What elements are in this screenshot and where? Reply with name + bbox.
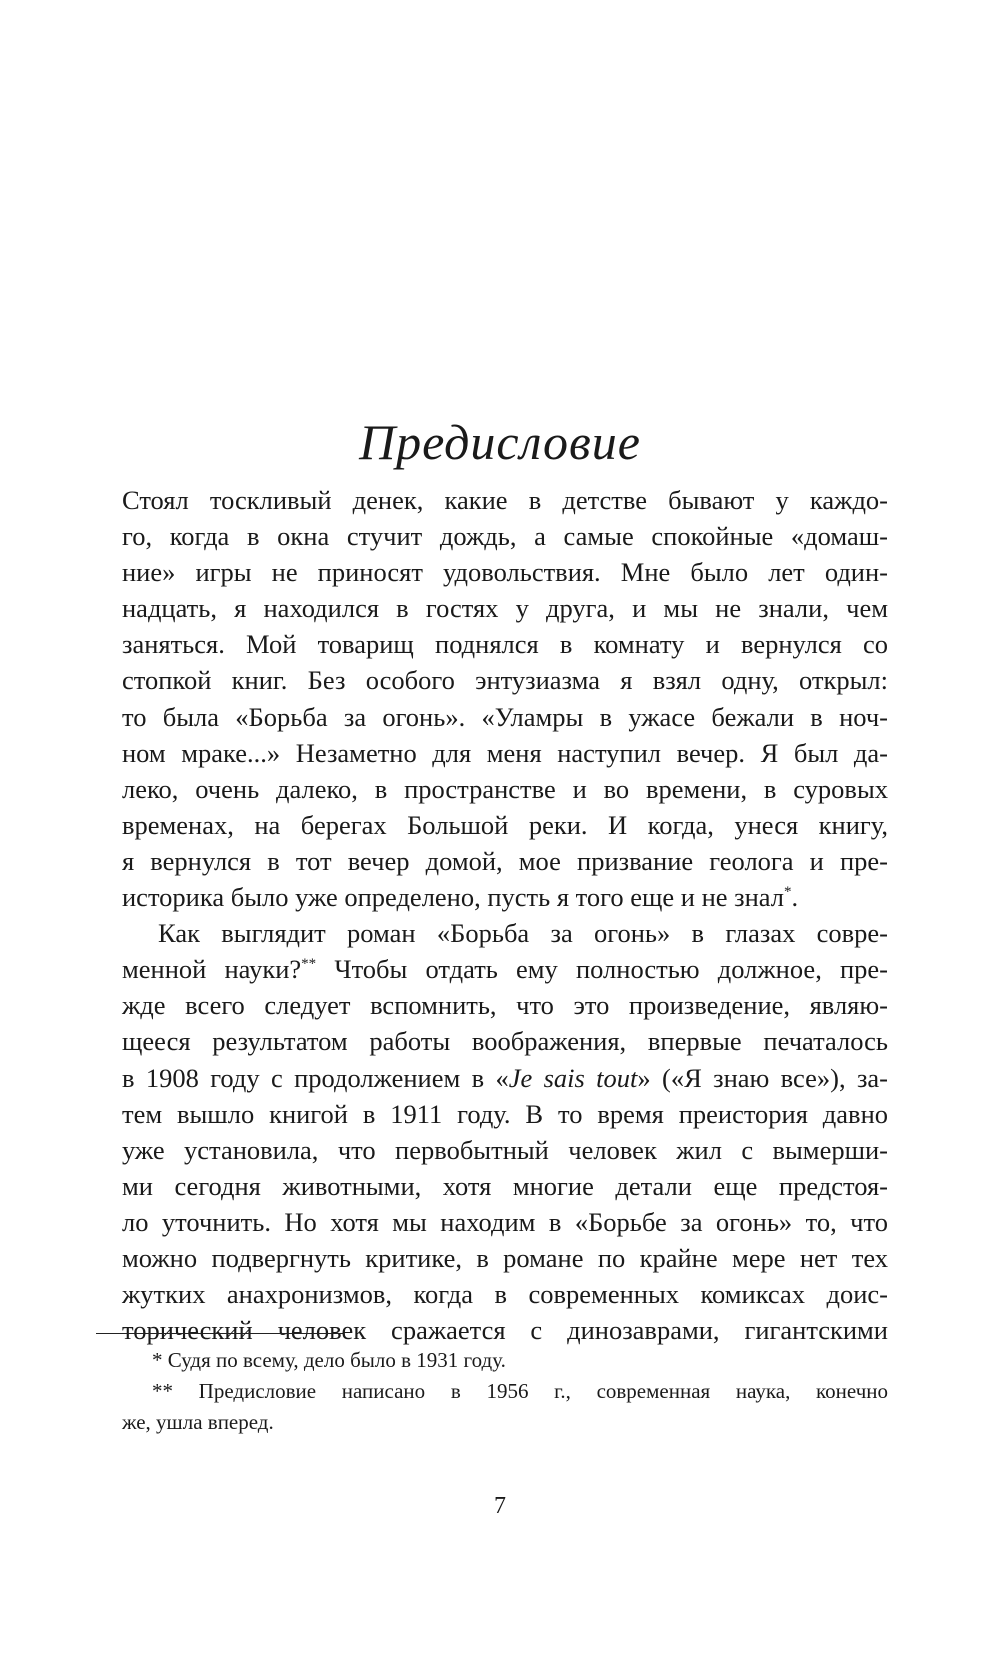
text-line: Как выглядит роман «Борьба за огонь» в глазах совре- <box>158 918 888 949</box>
footnote-2: ** Предисловие написано в 1956 г., современная наука, конечно <box>152 1379 888 1403</box>
text-line: щееся результатом работы воображения, впервые печаталось <box>122 1026 888 1057</box>
footnote-2-continuation: же, ушла вперед. <box>122 1410 274 1434</box>
footnote-divider <box>96 1333 344 1334</box>
text-fragment: в 1908 году с продолжением в « <box>122 1062 509 1093</box>
text-line: можно подвергнуть критике, в романе по крайне мере нет тех <box>122 1242 888 1273</box>
text-line: торический человек сражается с динозаврами, гигантскими <box>122 1315 888 1346</box>
text-fragment: менной науки? <box>122 954 302 985</box>
text-line <box>122 1060 888 1096</box>
footnote-ref: ** <box>301 956 317 973</box>
text-fragment: » («Я знаю все»), за- <box>637 1062 888 1093</box>
text-line: леко, очень далеко, в пространстве и во времени, в суровых <box>122 773 888 804</box>
italic-title: Je sais tout <box>508 1062 638 1093</box>
text-fragment: историка было уже определено, пусть я того еще и не знал <box>122 882 785 913</box>
text-line: надцать, я находился в гостях у друга, и мы не знали, чем <box>122 593 888 624</box>
text-line: тем вышло книгой в 1911 году. В то время преистория давно <box>122 1098 888 1129</box>
page-number: 7 <box>494 1493 506 1519</box>
text-line: заняться. Мой товарищ поднялся в комнату и вернулся со <box>122 629 888 660</box>
footnote-1: * Судя по всему, дело было в 1931 году. <box>152 1348 506 1372</box>
text-line: ло уточнить. Но хотя мы находим в «Борьбе за огонь» то, что <box>122 1206 888 1237</box>
text-line: ном мраке...» Незаметно для меня наступил вечер. Я был да- <box>122 737 888 768</box>
text-line: жде всего следует вспомнить, что это произведение, являю- <box>122 990 888 1021</box>
text-line: временах, на берегах Большой реки. И когда, унеся книгу, <box>122 809 888 840</box>
chapter-title: Предисловие <box>359 414 641 470</box>
text-line: уже установила, что первобытный человек жил с вымерши- <box>122 1134 888 1165</box>
text-line: жутких анахронизмов, когда в современных комиксах доис- <box>122 1279 888 1310</box>
text-line: стопкой книг. Без особого энтузиазма я взял одну, открыл: <box>122 665 888 696</box>
footnotes <box>122 1345 888 1438</box>
body-text <box>122 482 888 1348</box>
text-line: го, когда в окна стучит дождь, а самые спокойные «домаш- <box>122 521 888 552</box>
text-fragment: . <box>791 882 799 913</box>
text-line: то была «Борьба за огонь». «Уламры в ужасе бежали в ноч- <box>122 701 888 732</box>
text-line <box>122 879 888 915</box>
text-line: ми сегодня животными, хотя многие детали еще предстоя- <box>122 1170 888 1201</box>
text-line: я вернулся в тот вечер домой, мое призвание геолога и пре- <box>122 845 888 876</box>
text-line <box>122 951 888 987</box>
text-line: Стоял тоскливый денек, какие в детстве бывают у каждо- <box>122 485 888 515</box>
text-line: ние» игры не приносят удовольствия. Мне было лет один- <box>122 557 888 588</box>
text-fragment: Чтобы отдать ему полностью должное, пре- <box>334 954 889 985</box>
footnote-ref: * <box>784 884 792 901</box>
